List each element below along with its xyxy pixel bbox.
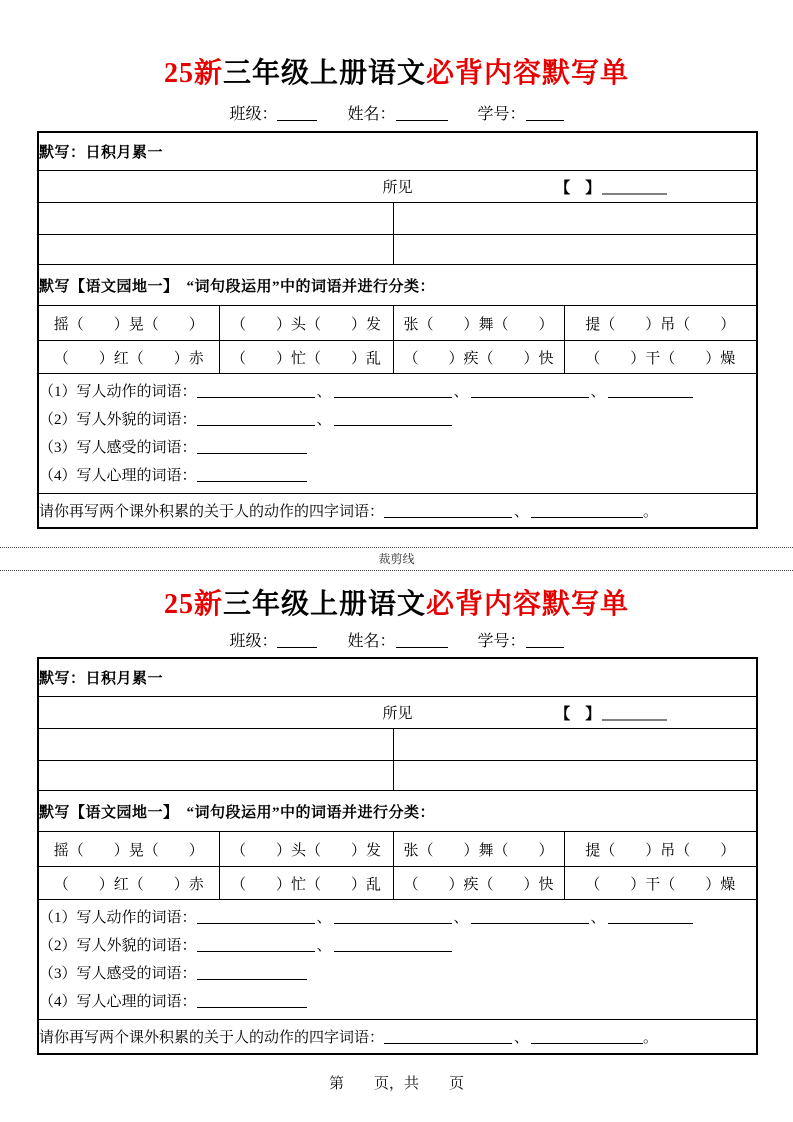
word-cell: （ ）干（ ）燥: [564, 341, 757, 374]
answer-blank: [197, 466, 307, 482]
answer-blank: [384, 502, 512, 518]
dictation-table: [37, 131, 758, 529]
task-line-2: [39, 932, 756, 960]
task-line-3: [39, 960, 756, 988]
word-cell: （ ）忙（ ）乱: [219, 341, 393, 374]
word-cell: 提（ ）吊（ ）: [564, 306, 757, 341]
writing-cell: [393, 203, 757, 235]
title-red-prefix: 25新: [163, 589, 223, 620]
answer-blank: [531, 1028, 643, 1044]
author-blank: [602, 704, 667, 720]
task-label: （2）写人外貌的词语：: [39, 937, 197, 954]
title-red-suffix: 必背内容默写单: [426, 58, 630, 89]
separator: 、: [590, 383, 606, 400]
separator: 、: [316, 937, 332, 954]
bracket: 【 】: [555, 180, 601, 196]
dotted-line-top: [0, 547, 793, 548]
poem-title-row: [38, 697, 757, 729]
title-black-middle: 三年级上册语文: [222, 58, 426, 89]
name-label: 姓名：: [347, 106, 396, 123]
answer-blank: [197, 964, 307, 980]
task-label: （2）写人外貌的词语：: [39, 411, 197, 428]
task-label: （3）写人感受的词语：: [39, 439, 197, 456]
extra-words-row: [38, 1020, 757, 1055]
id-field: [478, 106, 564, 123]
separator: 、: [316, 909, 332, 926]
word-cell: （ ）干（ ）燥: [564, 867, 757, 900]
writing-cell: [38, 761, 393, 791]
writing-cell: [393, 761, 757, 791]
word-cell: 摇（ ）晃（ ）: [38, 306, 219, 341]
class-field: [229, 106, 317, 123]
classification-tasks: [38, 900, 757, 1020]
answer-blank: [334, 410, 452, 426]
separator: 、: [316, 383, 332, 400]
author-bracket-field: [555, 702, 667, 723]
name-blank: [396, 105, 448, 121]
worksheet-copy-2: [0, 577, 793, 1055]
word-cell: （ ）头（ ）发: [219, 306, 393, 341]
writing-cell: [38, 203, 393, 235]
answer-blank: [334, 382, 452, 398]
section2-header: 默写【语文园地一】 “词句段运用”中的词语并进行分类：: [38, 265, 757, 306]
dotted-line-bottom: [0, 570, 793, 571]
dictation-table: [37, 657, 758, 1055]
word-cell: （ ）疾（ ）快: [393, 867, 564, 900]
title-red-suffix: 必背内容默写单: [426, 589, 630, 620]
answer-blank: [531, 502, 643, 518]
writing-cell: [38, 729, 393, 761]
word-cell: 张（ ）舞（ ）: [393, 306, 564, 341]
writing-cell: [38, 235, 393, 265]
word-cell: （ ）疾（ ）快: [393, 341, 564, 374]
classification-tasks: [38, 374, 757, 494]
answer-blank: [197, 908, 315, 924]
task-line-2: [39, 406, 756, 434]
answer-blank: [608, 382, 693, 398]
task-line-3: [39, 434, 756, 462]
section1-header: 默写：日积月累一: [38, 132, 757, 171]
word-cell: 提（ ）吊（ ）: [564, 832, 757, 867]
answer-blank: [334, 908, 452, 924]
task-label: （3）写人感受的词语：: [39, 965, 197, 982]
word-cell: （ ）忙（ ）乱: [219, 867, 393, 900]
writing-cell: [393, 729, 757, 761]
student-info-line: [0, 104, 793, 126]
name-label: 姓名：: [347, 633, 396, 650]
id-label: 学号：: [477, 106, 526, 123]
task-label: （4）写人心理的词语：: [39, 467, 197, 484]
id-label: 学号：: [477, 633, 526, 650]
word-cell: （ ）红（ ）赤: [38, 341, 219, 374]
writing-cell: [393, 235, 757, 265]
author-blank: [602, 178, 667, 194]
word-cell: 摇（ ）晃（ ）: [38, 832, 219, 867]
id-field: [478, 633, 564, 650]
task-label: （1）写人动作的词语：: [39, 909, 197, 926]
id-blank: [526, 632, 564, 648]
separator: 、: [514, 1030, 530, 1046]
answer-blank: [197, 438, 307, 454]
title-black-middle: 三年级上册语文: [222, 589, 426, 620]
separator: 、: [316, 411, 332, 428]
task-line-1: [39, 378, 756, 406]
extra-prompt: 请你再写两个课外积累的关于人的动作的四字词语：: [39, 504, 385, 520]
separator: 、: [514, 504, 530, 520]
answer-blank: [197, 382, 315, 398]
poem-title: 所见: [382, 706, 413, 722]
page-title: [0, 0, 793, 94]
extra-words-row: [38, 494, 757, 529]
class-blank: [277, 105, 317, 121]
task-line-4: [39, 988, 756, 1016]
answer-blank: [197, 410, 315, 426]
separator: 、: [453, 909, 469, 926]
author-bracket-field: [555, 176, 667, 197]
answer-blank: [471, 382, 589, 398]
section1-header: 默写：日积月累一: [38, 658, 757, 697]
name-field: [347, 633, 447, 650]
cut-line-label: 裁剪线: [378, 552, 415, 566]
name-blank: [396, 632, 448, 648]
page-title: [0, 577, 793, 625]
task-label: （1）写人动作的词语：: [39, 383, 197, 400]
task-label: （4）写人心理的词语：: [39, 993, 197, 1010]
cut-line-zone: [0, 547, 793, 571]
section2-header: 默写【语文园地一】 “词句段运用”中的词语并进行分类：: [38, 791, 757, 832]
separator: 、: [453, 383, 469, 400]
answer-blank: [471, 908, 589, 924]
answer-blank: [197, 936, 315, 952]
answer-blank: [197, 992, 307, 1008]
bracket: 【 】: [555, 706, 601, 722]
class-field: [229, 633, 317, 650]
answer-blank: [384, 1028, 512, 1044]
class-label: 班级：: [229, 633, 278, 650]
name-field: [347, 106, 447, 123]
extra-prompt: 请你再写两个课外积累的关于人的动作的四字词语：: [39, 1030, 385, 1046]
word-cell: 张（ ）舞（ ）: [393, 832, 564, 867]
word-cell: （ ）头（ ）发: [219, 832, 393, 867]
separator: 、: [590, 909, 606, 926]
title-red-prefix: 25新: [163, 58, 223, 89]
student-info-line: [0, 631, 793, 653]
poem-title-row: [38, 171, 757, 203]
period: 。: [643, 1030, 659, 1046]
class-label: 班级：: [229, 106, 278, 123]
task-line-4: [39, 462, 756, 490]
page-number-footer: 第 页，共 页: [328, 1075, 464, 1092]
answer-blank: [608, 908, 693, 924]
worksheet-copy-1: [0, 0, 793, 529]
answer-blank: [334, 936, 452, 952]
id-blank: [526, 105, 564, 121]
task-line-1: [39, 904, 756, 932]
class-blank: [277, 632, 317, 648]
period: 。: [643, 504, 659, 520]
word-cell: （ ）红（ ）赤: [38, 867, 219, 900]
poem-title: 所见: [382, 180, 413, 196]
